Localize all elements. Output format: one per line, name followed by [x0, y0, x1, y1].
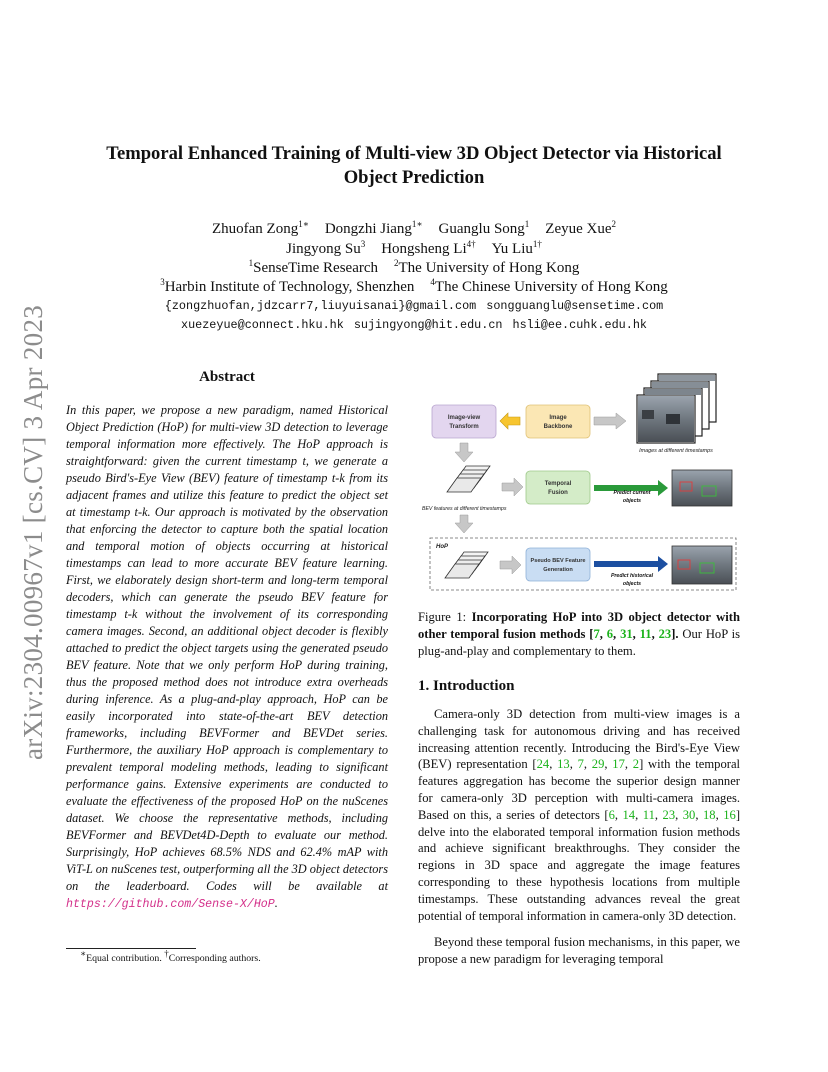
citation-link[interactable]: 14 [622, 807, 636, 822]
arxiv-identifier: arXiv:2304.00967v1 [cs.CV] 3 Apr 2023 [18, 304, 48, 760]
code-link[interactable]: https://github.com/Sense-X/HoP [66, 898, 275, 911]
street-photo [652, 382, 708, 388]
intro-paragraph-1: Camera-only 3D detection from multi-view images is a challenging task for autonomous driving and has received increasing attention recently. Introducing the Bird's-Eye View (BEV) representation [24, 13, 7, 29, 17, 2] with the temporal features aggregation has become the superior design manner for camera-only 3D perception with multi-camera images. Based on this, a series of detectors [6, 14, 11, 23, 30, 18, 16] delve into the elaborated temporal information fusion methods and achieve significant breakthroughs. They consider the regions in 3D space and aggregate the image features corresponding to these hypothesis locations from multiple timestamps. These outstanding advances reveal the great potential of temporal information in camera-only 3D detection. [418, 707, 741, 923]
email: sujingyong@hit.edu.cn [353, 318, 503, 332]
predict-current-label-1: Predict current [613, 490, 651, 496]
author: Dongzhi Jiang [324, 221, 412, 237]
intro-paragraph-2: Beyond these temporal fusion mechanisms, in this paper, we propose a new paradigm for leveraging temporal [418, 935, 740, 966]
affiliation-mark: 2 [394, 258, 399, 268]
title-line-2: Object Prediction [343, 167, 485, 188]
hop-bev-stack [445, 552, 488, 578]
caption-bold-end: ]. [671, 627, 679, 641]
caption-prefix: Figure 1: [418, 610, 472, 624]
email-line-1 [60, 297, 768, 316]
citation-link[interactable]: 11 [642, 807, 655, 822]
gray-down-arrow-icon [455, 443, 473, 462]
citation-link[interactable]: 2 [632, 757, 640, 772]
footnote-mark: † [164, 948, 169, 959]
pseudo-bev-generation-box [526, 548, 590, 581]
email: songguanglu@sensetime.com [486, 299, 664, 313]
car-in-photo [666, 414, 680, 424]
caption-rest: Our HoP is plug-and-play and complementary to them. [418, 627, 741, 658]
temporal-fusion-label-2: Fusion [548, 490, 568, 496]
citation-link[interactable]: 16 [723, 807, 736, 822]
author-mark: 1∗ [411, 219, 423, 229]
gray-arrow-icon [500, 556, 521, 574]
figure-1-diagram [418, 368, 740, 600]
author-mark: 2 [611, 219, 617, 229]
footnote-text: Corresponding authors. [168, 953, 261, 964]
citation-link[interactable]: 7 [577, 757, 584, 772]
author: Yu Liu [491, 241, 533, 257]
predict-current-label-2: objects [622, 498, 642, 504]
citation-separator: , [613, 627, 621, 641]
caption-bold-text: Incorporating HoP into 3D object detector with other temporal fusion methods [ [418, 610, 740, 641]
footnote-text: Equal contribution. [86, 953, 165, 964]
email-line-2 [60, 316, 768, 335]
pseudo-bev-label-2: Generation [543, 567, 573, 573]
yellow-arrow-icon [500, 413, 520, 429]
author-mark: 1 [524, 219, 530, 229]
citation-link[interactable]: 23 [658, 627, 672, 641]
image-stack [637, 374, 716, 443]
hop-label: HoP [436, 544, 448, 550]
author-mark: 3 [360, 239, 366, 249]
gray-arrow-icon [502, 478, 523, 496]
citation-link[interactable]: 11 [639, 627, 652, 641]
temporal-fusion-box [526, 471, 590, 504]
image-view-transform-label-1: Image-view [447, 415, 481, 421]
gray-arrow-icon [594, 413, 626, 429]
email: hsli@ee.cuhk.edu.hk [512, 318, 647, 332]
citation-link[interactable]: 31 [620, 627, 633, 641]
street-photo [645, 389, 701, 395]
image-view-transform-box [432, 405, 496, 438]
blue-arrow-icon [594, 556, 668, 572]
author-mark: 4† [466, 239, 476, 249]
images-label: Images at different timestamps [639, 448, 713, 454]
paragraph-text: Camera-only 3D detection from multi-view images is a challenging task for autonomous driving and has received increasing attention recently. Introducing the Bird's-Eye View (BEV) representation [ [418, 707, 740, 772]
affiliation-line-1 [60, 258, 768, 278]
citation-link[interactable]: 24 [536, 757, 550, 772]
citation-link[interactable]: 30 [682, 807, 696, 822]
author-line-1 [60, 219, 768, 239]
pseudo-bev-label-1: Pseudo BEV Feature [530, 558, 586, 564]
street-photo [659, 375, 715, 381]
author-mark: 1† [532, 239, 542, 249]
abstract-body [66, 402, 388, 913]
citation-separator: , [651, 627, 659, 641]
section-heading-introduction: 1. Introduction [418, 678, 515, 694]
image-backbone-box [526, 405, 590, 438]
affiliation: SenseTime Research [253, 260, 379, 276]
affiliation-mark: 3 [160, 277, 165, 287]
author: Guanglu Song [438, 221, 525, 237]
affiliation-mark: 4 [430, 277, 435, 287]
title-line-1: Temporal Enhanced Training of Multi-view 3D Object Detector via Historical [106, 143, 722, 164]
citation-link[interactable]: 17 [612, 757, 625, 772]
affiliation-line-2 [60, 277, 768, 297]
paragraph-text: ] delve into the elaborated temporal information fusion methods and achieve significant breakthroughs. They consider the regions in 3D space and aggregate the image features corresponding to these hypothesis locations from multiple timestamps. These outstanding advances reveal the great potential of temporal information in camera-only 3D detection. [418, 807, 741, 923]
paragraph-text: ] with the temporal features aggregation has become the superior design manner for camera-only 3D perception with multi-camera images. Based on this, a series of detectors [ [418, 757, 741, 822]
image-view-transform-label-2: Transform [449, 424, 479, 430]
car-in-photo [642, 410, 654, 419]
footnote [80, 948, 261, 964]
bev-layer [445, 564, 479, 578]
predict-historical-label-2: objects [622, 581, 642, 587]
affiliation: The University of Hong Kong [398, 260, 580, 276]
paper-title [60, 142, 768, 190]
citation-link[interactable]: 6 [606, 627, 614, 641]
image-backbone-label-2: Backbone [543, 424, 573, 430]
bev-feature-stack [447, 466, 490, 492]
historical-prediction-photo [672, 546, 732, 584]
figure-caption [418, 609, 740, 660]
abstract-end: . [274, 896, 278, 910]
citation-link[interactable]: 6 [608, 807, 615, 822]
affiliation: Harbin Institute of Technology, Shenzhen [164, 279, 415, 295]
bev-layer [447, 478, 481, 492]
citation-link[interactable]: 23 [662, 807, 676, 822]
email: xuezeyue@connect.hku.hk [180, 318, 344, 332]
author: Jingyong Su [286, 241, 361, 257]
predict-historical-label-1: Predict historical [610, 573, 654, 579]
citation-link[interactable]: 18 [702, 807, 716, 822]
citation-link[interactable]: 13 [557, 757, 570, 772]
email: {zongzhuofan,jdzcarr7,liuyuisanai}@gmail.com [164, 299, 477, 313]
affiliation-mark: 1 [248, 258, 254, 268]
author: Hongsheng Li [381, 241, 467, 257]
footnote-mark: ∗ [80, 948, 87, 959]
bev-features-label: BEV features at different timestamps [422, 506, 507, 512]
citation-link[interactable]: 7 [593, 627, 600, 641]
citation-link[interactable]: 29 [591, 757, 605, 772]
author: Zhuofan Zong [211, 221, 299, 237]
author-line-2 [60, 239, 768, 259]
author-mark: 1∗ [298, 219, 309, 229]
author: Zeyue Xue [545, 221, 612, 237]
abstract-heading: Abstract [199, 369, 255, 385]
citation-separator: , [632, 627, 640, 641]
gray-down-arrow-icon [455, 515, 473, 533]
affiliation: The Chinese University of Hong Kong [434, 279, 668, 295]
abstract-text: In this paper, we propose a new paradigm, named Historical Object Prediction (HoP) for multi-view 3D detection to leverage temporal information more effectively. The HoP approach is straightforward: given the current timestamp t, we generate a pseudo Bird's-Eye View (BEV) feature of timestamp t-k from its adjacent frames and utilize this feature to predict the object set at timestamp t-k. Our approach is motivated by the observation that enforcing the detector to capture both the spatial location and temporal motion of objects occurring at historical timestamps can lead to more accurate BEV feature learning. First, we elaborately design short-term and long-term temporal decoders, which can generate the pseudo BEV feature for timestamp t-k without the involvement of its corresponding camera images. Second, an additional object decoder is flexibly attached to predict the object targets using the generated pseudo BEV feature. Note that we only perform HoP during training, thus the proposed method does not introduce extra overheads during inference. As a plug-and-play approach, HoP can be easily incorporated into state-of-the-art BEV detection frameworks, including BEVFormer and BEVDet series. Furthermore, the auxiliary HoP approach is complementary to prevalent temporal modeling methods, leading to significant performance gains. Extensive experiments are conducted to evaluate the effectiveness of the proposed HoP on the nuScenes dataset. We choose the representative methods, including BEVFormer and BEVDet4D-Depth to evaluate our method. Surprisingly, HoP achieves 68.5% NDS and 62.4% mAP with ViT-L on nuScenes test, outperforming all the 3D object detectors on the leaderboard. Codes will be available at [66, 403, 388, 893]
temporal-fusion-label-1: Temporal [544, 481, 572, 487]
image-backbone-label-1: Image [549, 415, 567, 421]
citation-separator: , [599, 627, 607, 641]
